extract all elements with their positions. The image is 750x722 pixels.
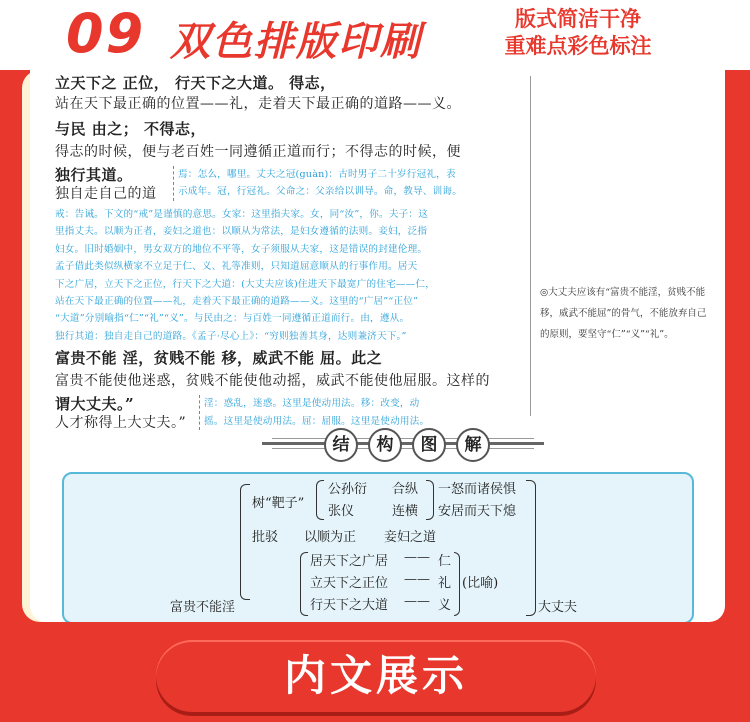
note-row xyxy=(55,164,520,206)
page-title: 双色排版印刷 xyxy=(170,19,422,65)
note-line: 示成年。冠，行冠礼。父命之：父亲给以训导。命，教导、训诲。 xyxy=(178,186,463,198)
header-band xyxy=(0,0,750,70)
notes-block-3 xyxy=(199,395,429,430)
diagram-conclusion: 大丈夫 xyxy=(538,600,578,615)
diagram-node: 居天下之广居 xyxy=(310,554,389,569)
text-line: 谓大丈夫。” xyxy=(55,395,135,414)
subtitle-line-2: 重难点彩色标注 xyxy=(504,34,652,58)
notes-block-2 xyxy=(55,206,520,345)
diagram-node: 妾妇之道 xyxy=(384,530,437,545)
diagram-node: 礼 xyxy=(438,576,452,591)
note-line: 下之广居，立天下之正位，行天下之大道：(大丈夫应该)住进天下最宽广的住宅——仁， xyxy=(55,278,436,290)
diagram-node: 连横 xyxy=(392,504,419,519)
diagram-node: 一怒而诸侯惧 xyxy=(438,482,517,497)
subtitle-line-1: 版式简洁干净 xyxy=(515,7,641,31)
text-line: 独行其道。 xyxy=(55,166,133,184)
diagram-node: 行天下之大道 xyxy=(310,598,389,613)
note-line: 孟子借此类似纵横家不立足于仁、义、礼等准则，只知道屈意顺从的行事作用。居天 xyxy=(55,261,418,273)
diagram-node: 立天下之正位 xyxy=(310,576,389,591)
diagram-branch-2: 批驳 xyxy=(252,530,279,545)
text-line: 富贵不能使他迷惑，贫贱不能使他动摇，威武不能使他屈服。这样的 xyxy=(55,373,490,390)
side-note: ◎大丈夫应该有“富贵不能淫，贫贱不能移，威武不能屈”的骨气，不能放弃自己的原则，要坚守“仁”“义”“礼”。 xyxy=(540,287,707,340)
banner-line xyxy=(262,442,544,445)
subtitle-block xyxy=(478,6,678,60)
column-divider xyxy=(530,76,531,416)
note-line: 淫：惑乱，迷惑。这里是使动用法。移：改变，动 xyxy=(204,398,420,410)
banner-char: 结 xyxy=(324,428,358,462)
diagram-node: 公孙衍 xyxy=(328,482,368,497)
diagram-brace xyxy=(454,552,460,616)
note-line: 戒：告诫。下文的“戒”是谨慎的意思。女家：这里指夫家。女，同“汝”，你。夫子：这 xyxy=(55,209,428,220)
diagram-dash: —— xyxy=(404,594,430,609)
text-line: 站在天下最正确的位置——礼，走着天下最正确的道路——义。 xyxy=(55,96,461,112)
diagram-brace xyxy=(300,552,308,616)
diagram-brace xyxy=(316,480,324,520)
banner-char: 解 xyxy=(456,428,490,462)
text-line: 立天下之 正位， 行天下之大道。 得志， xyxy=(55,74,336,92)
note-line: 摇。这里是使动用法。屈：屈服。这里是使动用法。 xyxy=(204,415,430,427)
note-line: 里指丈夫。以顺为正者，妾妇之道也：以顺从为常法，是妇女遵循的法则。妾妇，泛指 xyxy=(55,226,428,238)
diagram-brace xyxy=(526,480,536,616)
text-line: 与民 由之； 不得志， xyxy=(55,120,206,138)
note-line: 独行其道：独自走自己的道路。《孟子·尽心上》：“穷则独善其身，达则兼济天下。” xyxy=(55,330,407,342)
diagram-dash: —— xyxy=(404,572,430,587)
diagram-node: 张仪 xyxy=(328,504,355,519)
section-number: 09 xyxy=(66,2,146,65)
text-line: 得志的时候，便与老百姓一同遵循正道而行；不得志的时候，便 xyxy=(55,144,461,160)
diagram-branch-1: 树“靶子” xyxy=(252,496,305,511)
diagram-brace xyxy=(426,480,434,520)
diagram-dash: —— xyxy=(404,550,430,565)
diagram-brace xyxy=(240,484,250,600)
book-page xyxy=(30,70,725,622)
diagram-node: 安居而天下熄 xyxy=(438,504,517,519)
banner-char: 构 xyxy=(368,428,402,462)
note-line: 焉：怎么，哪里。丈夫之冠(guàn)：古时男子二十岁行冠礼，表 xyxy=(178,169,456,180)
note-line: “大道”分别喻指“仁”“礼”“义”。与民由之：与百姓一同遵循正道而行。由，遵从。 xyxy=(55,313,410,325)
main-text xyxy=(55,72,520,435)
diagram-node: 以顺为正 xyxy=(304,530,357,545)
note-line: 站在天下最正确的位置——礼，走着天下最正确的道路——义。这里的“广居”“正位” xyxy=(55,296,419,308)
banner-char: 图 xyxy=(412,428,446,462)
diagram-node: 合纵 xyxy=(392,482,419,497)
section-banner xyxy=(262,426,544,462)
notes-block xyxy=(173,166,462,201)
text-line: 独自走自己的道 xyxy=(55,186,157,202)
diagram-node: 仁 xyxy=(438,554,452,569)
diagram-root: 富贵不能淫 xyxy=(170,600,236,615)
text-line: 富贵不能 淫，贫贱不能 移，威武不能 屈。此之 xyxy=(55,349,383,368)
structure-diagram xyxy=(62,472,694,622)
diagram-node: 义 xyxy=(438,598,452,613)
showcase-button: 内文展示 xyxy=(156,640,596,712)
note-line: 妇女。旧时婚姻中，男女双方的地位不平等，女子须服从夫家，这是错误的封建伦理。 xyxy=(55,243,428,255)
diagram-note: (比喻) xyxy=(462,576,499,591)
text-line: 人才称得上大丈夫。” xyxy=(55,415,187,432)
